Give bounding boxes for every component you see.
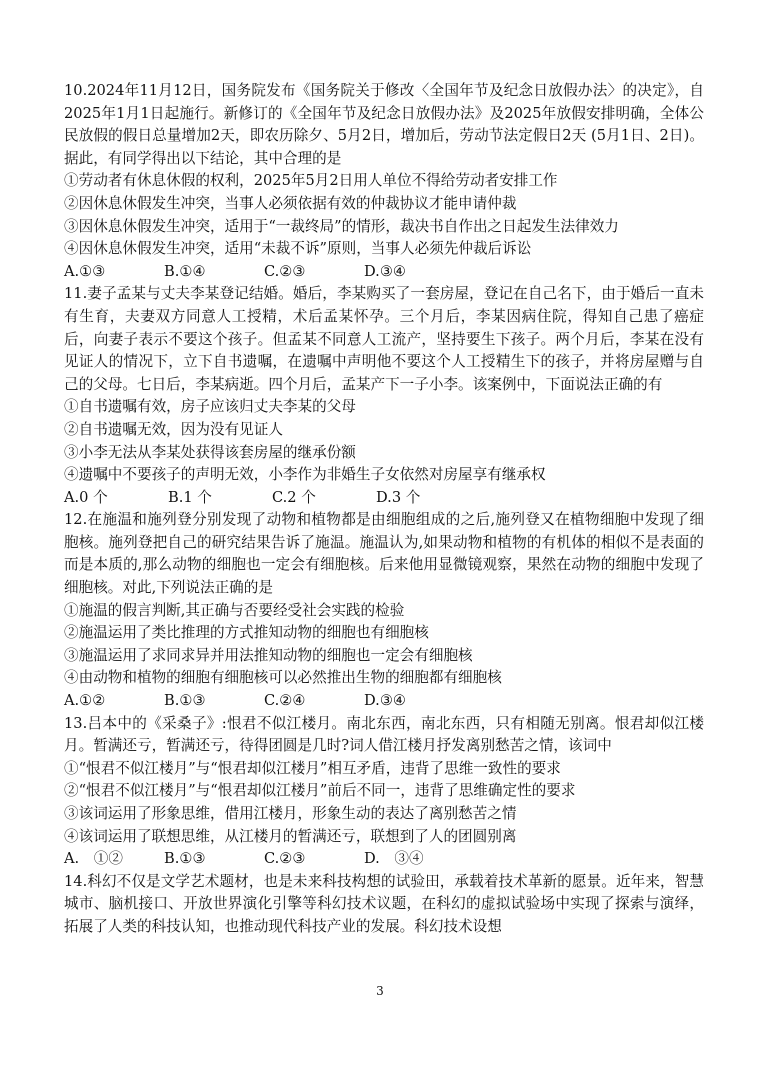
question-item: ①施温的假言判断,其正确与否要经受社会实践的检验 (64, 601, 405, 619)
option-c: C.②③ (264, 262, 306, 280)
question-item: ③因休息休假发生冲突，适用于“一裁终局”的情形，裁决书自作出之日起发生法律效力 (64, 217, 619, 235)
option-c: C.2 个 (272, 488, 316, 506)
question-12 (64, 509, 704, 712)
option-a: A.①② (64, 692, 106, 710)
option-a: A. ①② (64, 850, 123, 868)
option-b: B.1 个 (168, 488, 212, 506)
question-item: ②自书遗嘱无效，因为没有见证人 (64, 420, 283, 438)
question-item: ①劳动者有休息休假的权利，2025年5月2日用人单位不得给劳动者安排工作 (64, 172, 558, 190)
answer-options (64, 848, 704, 871)
question-item: ④由动物和植物的细胞有细胞核可以必然推出生物的细胞都有细胞核 (64, 669, 502, 687)
option-d: D.③④ (364, 692, 406, 710)
option-a: A.①③ (64, 262, 106, 280)
question-stem: 11.妻子孟某与丈夫李某登记结婚。婚后，李某购买了一套房屋，登记在自己名下，由于婚后一直未有生育，夫妻双方同意人工授精，术后孟某怀孕。三个月后，李某因病住院，得知自己患了癌症后，向妻子表示不要这个孩子。但孟某不同意人工流产，坚持要生下孩子。两个月后，李某在没有见证人的情况下，立下自书遗嘱，在遗嘱中声明他不要这个人工授精生下的孩子，并将房屋赠与自己的父母。七日后，李某病逝。四个月后，孟某产下一子小李。该案例中，下面说法正确的有 (64, 285, 704, 393)
question-item: ②因休息休假发生冲突，当事人必须依据有效的仲裁协议才能申请仲裁 (64, 194, 517, 212)
question-stem: 12.在施温和施列登分别发现了动物和植物都是由细胞组成的之后,施列登又在植物细胞中发现了细胞核。施列登把自己的研究结果告诉了施温。施温认为,如果动物和植物的有机体的相似不是表面的而是本质的,那么动物的细胞也一定会有细胞核。后来他用显微镜观察，果然在动物的细胞中发现了细胞核。对此,下列说法正确的是 (64, 511, 704, 597)
option-d: D.3 个 (376, 488, 421, 506)
question-item: ①自书遗嘱有效，房子应该归丈夫李某的父母 (64, 398, 356, 416)
question-stem: 10.2024年11月12日，国务院发布《国务院关于修改〈全国年节及纪念日放假办法〉的决定》，自2025年1月1日起施行。新修订的《全国年节及纪念日放假办法》及2025年放假安排明确，全体公民放假的假日总量增加2天，即农历除夕、5月2日，增加后，劳动节法定假日2天 (5月1日、2日)。据此，有同学得出以下结论，其中合理的是 (64, 82, 704, 167)
question-item: ③该词运用了形象思维，借用江楼月，形象生动的表达了离别愁苦之情 (64, 805, 517, 822)
page-number: 3 (376, 984, 384, 998)
question-item: ③小李无法从李某处获得该套房屋的继承份额 (64, 443, 356, 461)
question-14 (64, 871, 704, 939)
question-item: ③施温运用了求同求异并用法推知动物的细胞也一定会有细胞核 (64, 646, 473, 664)
answer-options (64, 487, 704, 510)
question-item: ④该词运用了联想思维，从江楼月的暂满还亏，联想到了人的团圆别离 (64, 827, 517, 845)
option-d: D. ③④ (364, 850, 424, 868)
question-item: ②“恨君不似江楼月”与“恨君却似江楼月”前后不同一，违背了思维确定性的要求 (64, 782, 576, 800)
question-item: ②施温运用了类比推理的方式推知动物的细胞也有细胞核 (64, 624, 429, 642)
option-d: D.③④ (364, 262, 406, 280)
option-b: B.①③ (164, 850, 206, 868)
option-b: B.①④ (164, 262, 206, 280)
answer-options (64, 690, 704, 713)
page-content (64, 80, 704, 939)
question-item: ①“恨君不似江楼月”与“恨君却似江楼月”相互矛盾，违背了思维一致性的要求 (64, 759, 561, 777)
option-c: C.②③ (264, 850, 306, 868)
question-10 (64, 80, 704, 283)
question-13 (64, 713, 704, 871)
question-item: ④遗嘱中不要孩子的声明无效，小李作为非婚生子女依然对房屋享有继承权 (64, 466, 546, 484)
option-b: B.①③ (164, 692, 206, 710)
option-c: C.②④ (264, 692, 306, 710)
question-item: ④因休息休假发生冲突，适用“未裁不诉”原则，当事人必须先仲裁后诉讼 (64, 240, 532, 258)
option-a: A.0 个 (64, 488, 108, 506)
question-stem: 13.吕本中的《采桑子》:恨君不似江楼月。南北东西，南北东西，只有相随无别离。恨君却似江楼月。暂满还亏，暂满还亏，待得团圆是几时?词人借江楼月抒发离别愁苦之情，该词中 (64, 714, 704, 755)
answer-options (64, 261, 704, 284)
question-11 (64, 283, 704, 509)
question-stem: 14.科幻不仅是文学艺术题材，也是未来科技构想的试验田，承载着技术革新的愿景。近年来，智慧城市、脑机接口、开放世界演化引擎等科幻技术议题，在科幻的虚拟试验场中实现了探索与演绎，拓展了人类的科技认知，也推动现代科技产业的发展。科幻技术设想 (64, 872, 704, 935)
